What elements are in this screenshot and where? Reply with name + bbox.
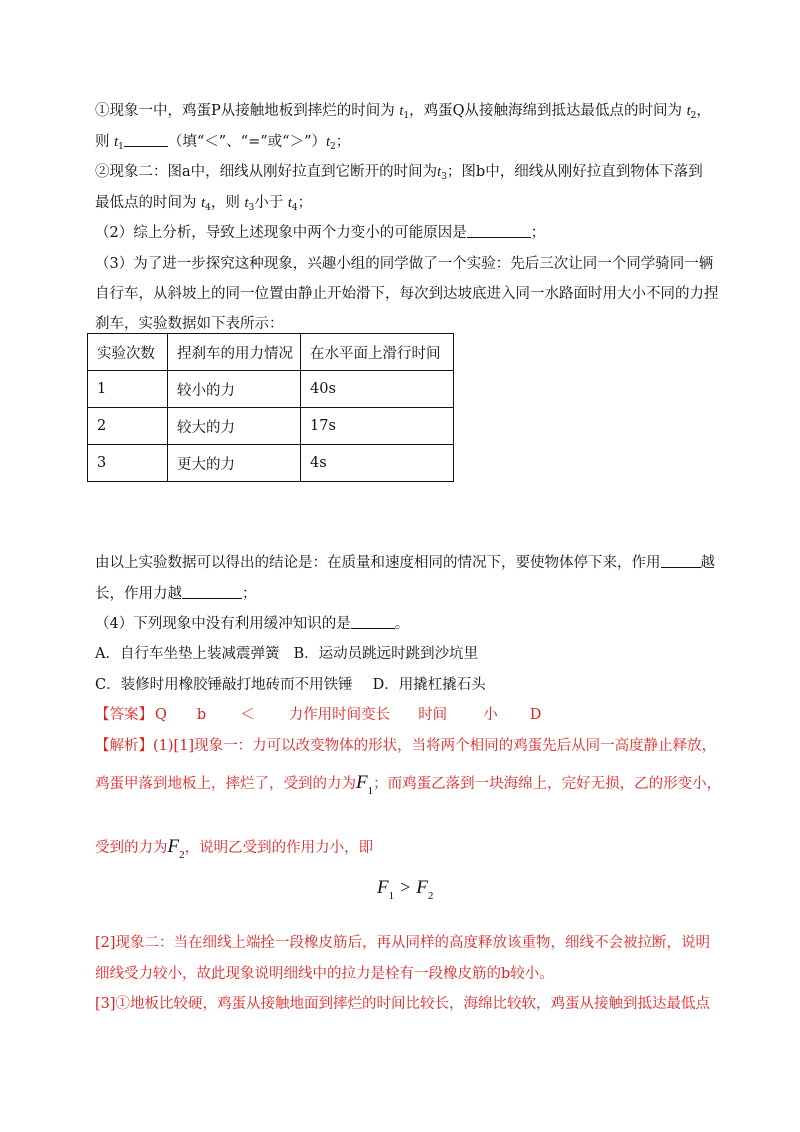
q1-line-4 bbox=[95, 191, 312, 213]
answer-item: b bbox=[196, 707, 207, 723]
answer-item: D bbox=[529, 707, 542, 723]
answer-item: ＜ bbox=[240, 707, 255, 723]
q1-l1c: ， bbox=[696, 103, 711, 119]
answer-item: Q bbox=[155, 707, 167, 723]
answer-item: 时间 bbox=[418, 707, 448, 723]
answer-item: 力作用时间变长 bbox=[288, 707, 391, 723]
q1-l2b: （填“＜”、“=”或“＞”） bbox=[167, 134, 327, 150]
table-cell: 更大的力 bbox=[168, 445, 301, 482]
answer-blank[interactable] bbox=[182, 585, 242, 599]
analysis-l2b: ；而鸡蛋乙落到一块海绵上，完好无损，乙的形变小， bbox=[373, 776, 722, 792]
table-header-row bbox=[88, 334, 454, 371]
q4-line bbox=[95, 612, 409, 633]
q4-text: （4）下列现象中没有利用缓冲知识的是 bbox=[95, 616, 351, 632]
analysis-line-5: 细线受力较小，故此现象说明细线中的拉力是栓有一段橡皮筋的b较小。 bbox=[95, 966, 554, 982]
table-cell: 17s bbox=[301, 408, 454, 445]
table-cell: 较小的力 bbox=[168, 371, 301, 408]
eq-f1: F bbox=[377, 877, 389, 898]
option-c: C．装修时用橡胶锤敲打地砖而不用铁锤 bbox=[95, 677, 353, 693]
conclusion-l1a: 由以上实验数据可以得出的结论是：在质量和速度相同的情况下，要使物体停下来，作用 bbox=[95, 555, 661, 571]
eq-f1-subscript: 1 bbox=[388, 890, 395, 902]
table-header: 在水平面上滑行时间 bbox=[301, 334, 454, 371]
option-b: B．运动员跳远时跳到沙坑里 bbox=[293, 646, 479, 662]
t4-subscript: 4 bbox=[291, 203, 298, 213]
experiment-table bbox=[87, 333, 454, 482]
t2-symbol: t bbox=[326, 134, 331, 150]
analysis-label: 【解析】 bbox=[95, 738, 153, 754]
q1-l4a: 最低点的时间为 bbox=[95, 195, 202, 211]
analysis-line-2 bbox=[95, 772, 721, 797]
table-cell: 2 bbox=[88, 408, 168, 445]
table-cell: 较大的力 bbox=[168, 408, 301, 445]
q1-l2c: ； bbox=[335, 134, 351, 150]
t1-subscript: 1 bbox=[403, 111, 410, 121]
analysis-l1: (1)[1]现象一：力可以改变物体的形状，当将两个相同的鸡蛋先后从同一高度静止释放， bbox=[153, 738, 717, 754]
conclusion-line-1 bbox=[95, 551, 715, 572]
analysis-line-3 bbox=[95, 836, 373, 861]
conclusion-line-2 bbox=[95, 582, 257, 603]
conclusion-l1b: 越 bbox=[700, 555, 715, 571]
q1-l4d: ； bbox=[297, 195, 313, 211]
q1-l1a: ①现象一中，鸡蛋P从接触地板到摔烂的时间为 bbox=[95, 103, 400, 119]
answer-label: 【答案】 bbox=[95, 707, 153, 723]
t3-subscript: 3 bbox=[441, 172, 447, 182]
table-cell: 40s bbox=[301, 371, 454, 408]
table-cell: 3 bbox=[88, 445, 168, 482]
f1-subscript: 1 bbox=[367, 785, 374, 797]
q4-options-row-2 bbox=[95, 673, 486, 694]
t3-symbol: t bbox=[437, 164, 442, 180]
t2-symbol: t bbox=[686, 103, 691, 119]
table-row bbox=[88, 371, 454, 408]
analysis-line-4: [2]现象二：当在细线上端拴一段橡皮筋后，再从同样的高度释放该重物，细线不会被拉断，说明 bbox=[95, 935, 711, 951]
q4-end: 。 bbox=[394, 616, 410, 632]
q1-l3b: ；图b中，细线从刚好拉直到物体下落到 bbox=[446, 164, 703, 180]
q4-options-row-1 bbox=[95, 642, 478, 663]
t2-subscript: 2 bbox=[690, 111, 697, 121]
t1-symbol: t bbox=[114, 134, 119, 150]
q1-line-2 bbox=[95, 130, 350, 152]
eq-f2: F bbox=[416, 877, 428, 898]
q2-line bbox=[95, 221, 545, 242]
analysis-l3a: 受到的力为 bbox=[95, 840, 168, 856]
analysis-line-1 bbox=[95, 734, 716, 755]
q3-line-2: 自行车，从斜坡上的同一位置由静止开始滑下，每次到达坡底进入同一水路面时用大小不同的力捏 bbox=[95, 286, 719, 302]
table-cell: 1 bbox=[88, 371, 168, 408]
eq-f2-subscript: 2 bbox=[427, 890, 434, 902]
conclusion-l2b: ； bbox=[242, 586, 257, 602]
table-row bbox=[88, 445, 454, 482]
answer-blank[interactable] bbox=[661, 554, 701, 568]
answer-line bbox=[95, 703, 541, 724]
t3-symbol: t bbox=[244, 195, 249, 211]
q1-l3a: ②现象二：图a中，细线从刚好拉直到它断开的时间为 bbox=[95, 164, 438, 180]
t4-symbol: t bbox=[201, 195, 206, 211]
f1-symbol: F bbox=[356, 772, 368, 793]
conclusion-l2a: 长，作用力越 bbox=[95, 586, 182, 602]
equation-f1-gt-f2 bbox=[377, 877, 433, 902]
analysis-l3b: ，说明乙受到的作用力小，即 bbox=[184, 840, 374, 856]
answer-blank[interactable] bbox=[124, 133, 168, 147]
t1-subscript: 1 bbox=[118, 142, 124, 152]
q1-line-1 bbox=[95, 99, 711, 121]
answer-item: 小 bbox=[483, 707, 498, 723]
table-header: 实验次数 bbox=[88, 334, 168, 371]
q3-line-1: （3）为了进一步探究这种现象，兴趣小组的同学做了一个实验：先后三次让同一个同学骑同一辆 bbox=[95, 256, 714, 272]
table-row bbox=[88, 408, 454, 445]
t3-subscript: 3 bbox=[248, 203, 255, 213]
t4-subscript: 4 bbox=[205, 203, 211, 213]
table-cell: 4s bbox=[301, 445, 454, 482]
t4-symbol: t bbox=[287, 195, 292, 211]
answer-blank[interactable] bbox=[351, 615, 395, 629]
q1-line-3 bbox=[95, 160, 703, 182]
q1-l4c: 小于 bbox=[254, 195, 288, 211]
q2-end: ； bbox=[530, 225, 546, 241]
analysis-l2a: 鸡蛋甲落到地板上，摔烂了，受到的力为 bbox=[95, 776, 356, 792]
f2-symbol: F bbox=[167, 836, 180, 857]
eq-gt: > bbox=[400, 877, 411, 897]
answer-blank[interactable] bbox=[467, 224, 531, 238]
q3-line-3: 刹车，实验数据如下表所示： bbox=[95, 316, 284, 332]
option-a: A．自行车坐垫上装减震弹簧 bbox=[95, 646, 280, 662]
q2-text: （2）综上分析，导致上述现象中两个力变小的可能原因是 bbox=[95, 225, 467, 241]
t2-subscript: 2 bbox=[330, 142, 336, 152]
q1-l2a: 则 bbox=[95, 134, 115, 150]
option-d: D．用撬杠撬石头 bbox=[372, 677, 486, 693]
analysis-line-6: [3]①地板比较硬，鸡蛋从接触地面到摔烂的时间比较长，海绵比较软，鸡蛋从接触到抵达最低点 bbox=[95, 996, 711, 1012]
q1-l4b: ，则 bbox=[210, 195, 245, 211]
q1-l1b: ，鸡蛋Q从接触海绵到抵达最低点的时间为 bbox=[409, 103, 687, 119]
t1-symbol: t bbox=[399, 103, 404, 119]
f2-subscript: 2 bbox=[179, 849, 185, 861]
table-header: 捏刹车的用力情况 bbox=[168, 334, 301, 371]
